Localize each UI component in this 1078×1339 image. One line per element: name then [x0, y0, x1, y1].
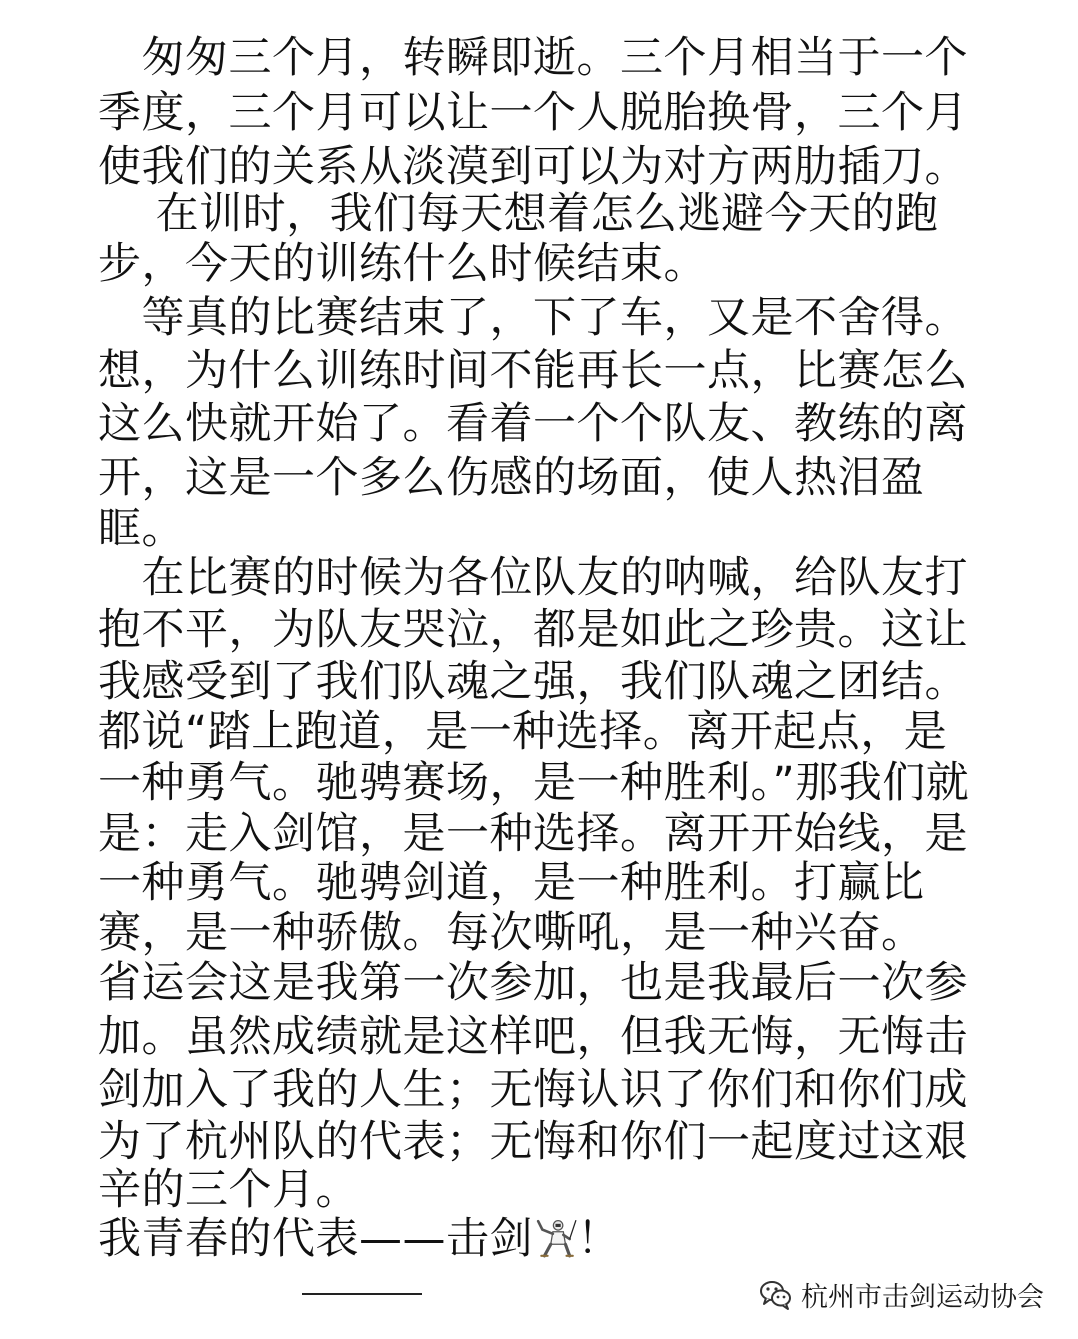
signature-rule	[302, 1293, 422, 1295]
essay-line: 一种勇气。驰骋赛场，是一种胜利。”那我们就	[98, 758, 970, 808]
closing-text: 我青春的代表——击剑	[98, 1214, 533, 1264]
essay-line: 抱不平，为队友哭泣，都是如此之珍贵。这让	[98, 605, 968, 655]
essay-line: 想，为什么训练时间不能再长一点，比赛怎么	[98, 346, 968, 396]
essay-line: 这么快就开始了。看着一个个队友、教练的离	[98, 399, 968, 449]
essay-line: 是：走入剑馆，是一种选择。离开开始线，是	[98, 809, 968, 859]
essay-line: 辛的三个月。	[98, 1165, 359, 1215]
essay-line: 赛，是一种骄傲。每次嘶吼，是一种兴奋。	[98, 908, 925, 958]
essay-line: 步，今天的训练什么时候结束。	[98, 239, 707, 289]
essay-line: 眶。	[98, 504, 185, 554]
closing-exclamation: ！	[577, 1214, 621, 1264]
wechat-icon	[759, 1277, 793, 1311]
essay-line: 为了杭州队的代表；无悔和你们一起度过这艰	[98, 1117, 968, 1167]
essay-line: 等真的比赛结束了，下了车，又是不舍得。	[98, 293, 968, 343]
essay-line: 匆匆三个月，转瞬即逝。三个月相当于一个	[98, 33, 968, 83]
essay-line: 一种勇气。驰骋剑道，是一种胜利。打赢比	[98, 858, 925, 908]
fencer-icon	[535, 1217, 577, 1259]
watermark-text: 杭州市击剑运动协会	[801, 1281, 1044, 1312]
watermark	[759, 1272, 1044, 1316]
essay-line: 在比赛的时候为各位队友的呐喊，给队友打	[98, 553, 968, 603]
essay-line: 在训时，我们每天想着怎么逃避今天的跑	[98, 189, 939, 239]
essay-line: 加。虽然成绩就是这样吧，但我无悔，无悔击	[98, 1012, 968, 1062]
essay-line: 季度，三个月可以让一个人脱胎换骨，三个月	[98, 88, 968, 138]
essay-line: 我感受到了我们队魂之强，我们队魂之团结。	[98, 657, 968, 707]
essay-line: 省运会这是我第一次参加，也是我最后一次参	[98, 958, 968, 1008]
essay-line: 剑加入了我的人生；无悔认识了你们和你们成	[98, 1065, 968, 1115]
essay-line: 使我们的关系从淡漠到可以为对方两肋插刀。	[98, 142, 968, 192]
essay-line: 都说“踏上跑道，是一种选择。离开起点，是	[98, 707, 948, 757]
essay-line: 开，这是一个多么伤感的场面，使人热泪盈	[98, 453, 925, 503]
closing-line	[98, 1213, 621, 1265]
